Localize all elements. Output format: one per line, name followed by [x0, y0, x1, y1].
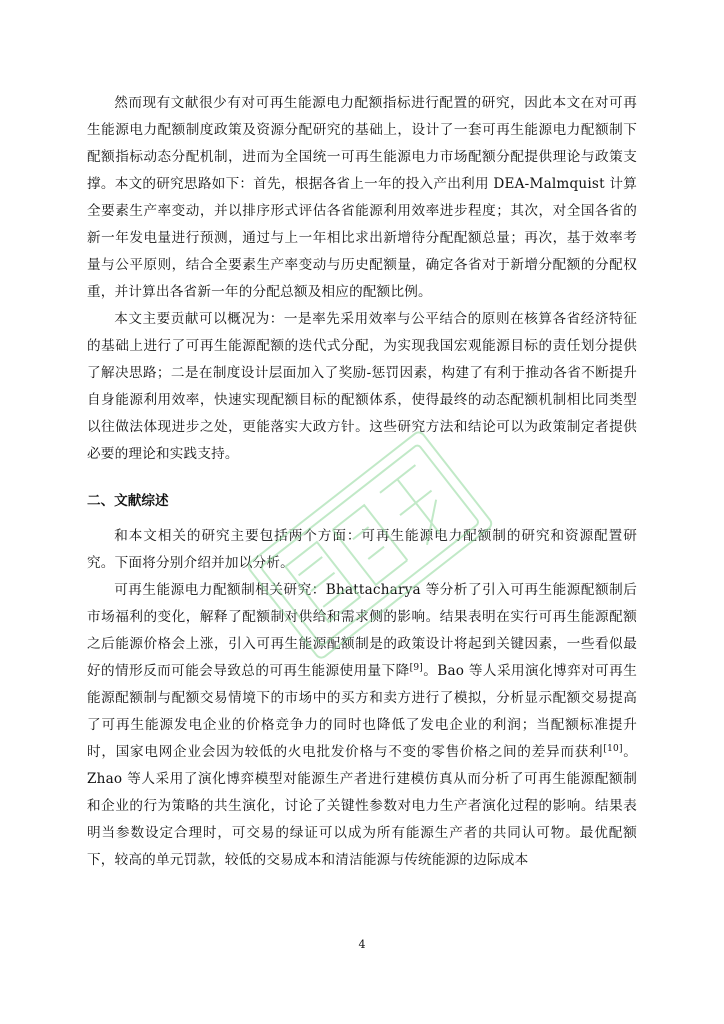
text-segment: 。Zhao 等人采用了演化博弈模型对能源生产者进行建模仿真从而分析了可再生能源配额制和企业的行为策略的共生演化，讨论了关键性参数对电力生产者演化过程的影响。结果表明当参数设定合理时，可交易的绿证可以成为所有能源生产者的共同认可物。最优配额下，较高的单元罚款，较低的交易成本和清洁能源与传统能源的边际成本: [87, 744, 638, 868]
paragraph-review-intro: 和本文相关的研究主要包括两个方面：可再生能源电力配额制的研究和资源配置研究。下面将分别介绍并加以分析。: [87, 528, 637, 571]
text-segment: 。Bao 等人采用演化博弈对可再生能源配额制与配额交易情境下的市场中的买方和卖方进行了模拟，分析显示配额交易提高了可再生能源发电企业的价格竞争力的同时也降低了发电企业的利润；当配额标准提升时，国家电网企业会因为较低的火电批发价格与不变的零售价格之间的差异而获利: [87, 663, 637, 760]
paragraph-contributions: 本文主要贡献可以概况为：一是率先采用效率与公平结合的原则在核算各省经济特征的基础上进行了可再生能源配额的迭代式分配，为实现我国宏观能源目标的责任划分提供了解决思路；二是在制度设计层面加入了奖励-惩罚因素，构建了有利于推动各省不断提升自身能源利用效率，快速实现配额目标的配额体系，使得最终的动态配额机制相比同类型以往做法体现进步之处，更能落实大政方针。这些研究方法和结论可以为政策制定者提供必要的理论和实践支持。: [87, 311, 637, 462]
paragraph-quota-research: [87, 577, 637, 874]
document-page: [87, 90, 637, 874]
page-number: 4: [358, 938, 366, 951]
text-segment: 可再生能源电力配额制相关研究：Bhattacharya 等分析了引入可再生能源配额制后市场福利的变化，解释了配额制对供给和需求侧的影响。结果表明在实行可再生能源配额之后能源价格会上涨，引入可再生能源配额制是的政策设计将起到关键因素，一些看似最好的情形反而可能会导致总的可再生能源使用量下降: [87, 582, 637, 679]
citation-ref: [9]: [409, 663, 423, 673]
citation-ref: [10]: [603, 744, 623, 754]
section-heading-literature-review: 二、文献综述: [87, 493, 169, 509]
paragraph-research-approach: 然而现有文献很少有对可再生能源电力配额指标进行配置的研究，因此本文在对可再生能源电力配额制度政策及资源分配研究的基础上，设计了一套可再生能源电力配额制下配额指标动态分配机制，进而为全国统一可再生能源电力市场配额分配提供理论与政策支撑。本文的研究思路如下：首先，根据各省上一年的投入产出利用 DEA-Malmquist 计算全要素生产率变动，并以排序形式评估各省能源利用效率进步程度；其次，对全国各省的新一年发电量进行预测，通过与上一年相比求出新增待分配配额总量；再次，基于效率考量与公平原则，结合全要素生产率变动与历史配额量，确定各省对于新增分配额的分配权重，并计算出各省新一年的分配总额及相应的配额比例。: [87, 95, 637, 300]
